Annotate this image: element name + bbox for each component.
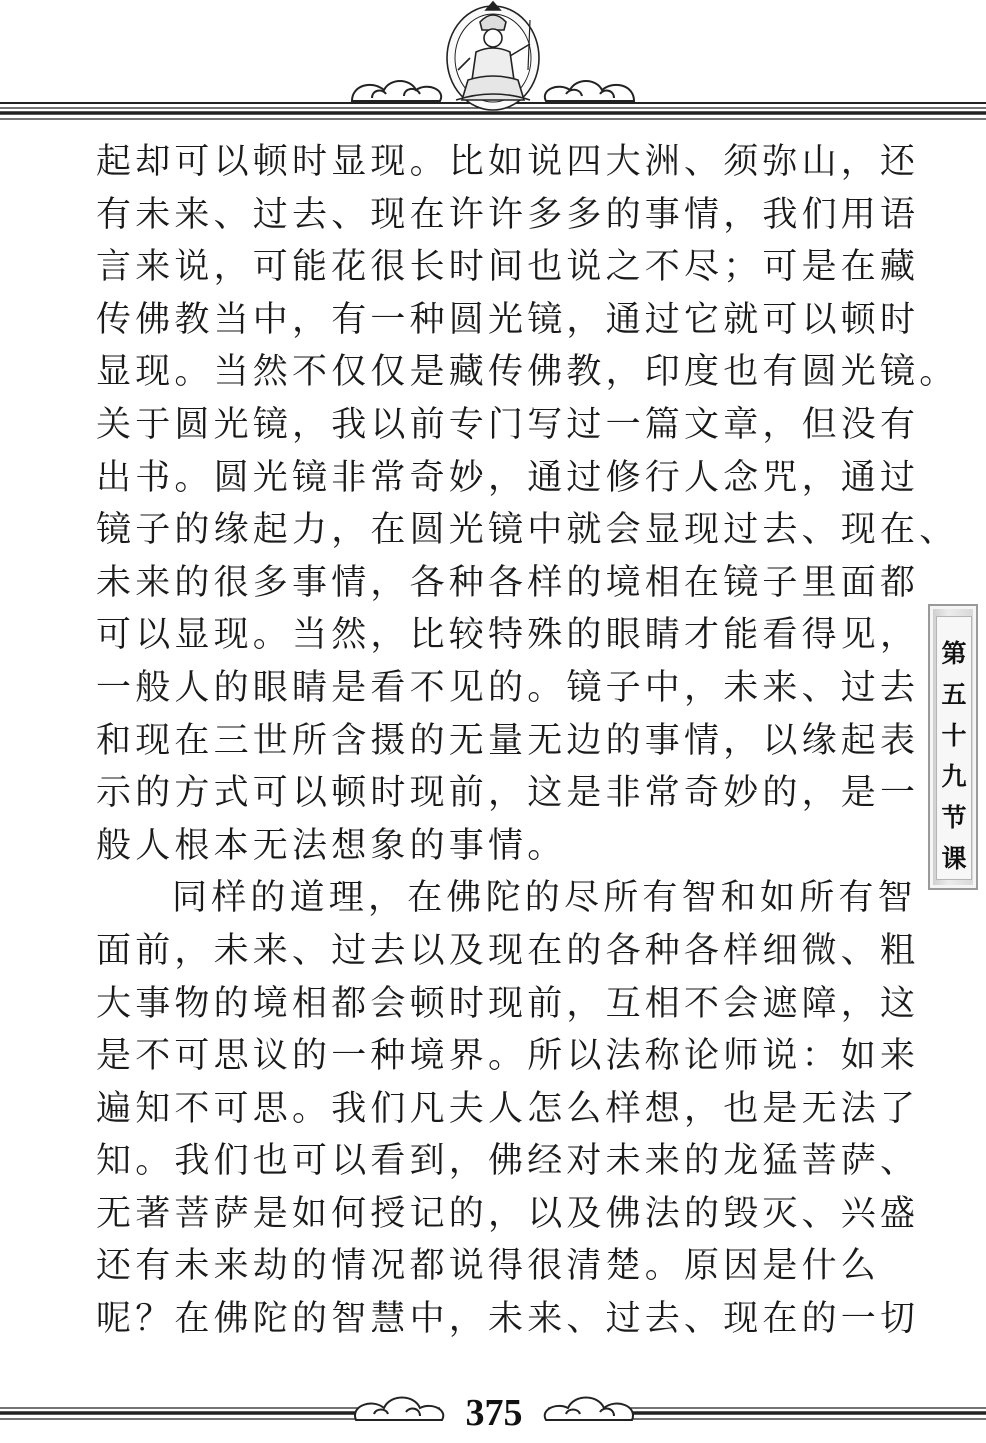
text-line: 显现。当然不仅仅是藏传佛教，印度也有圆光镜。 xyxy=(96,352,959,393)
chapter-side-tab xyxy=(928,604,978,890)
page-header-ornament xyxy=(0,0,986,125)
right-cloud-scroll-icon xyxy=(545,81,634,101)
text-line: 还有未来劫的情况都说得很清楚。原因是什么 xyxy=(96,1246,881,1287)
page-number: 375 xyxy=(465,1392,523,1434)
text-line: 般人根本无法想象的事情。 xyxy=(96,825,567,866)
text-line: 和现在三世所含摄的无量无边的事情，以缘起表 xyxy=(96,720,920,761)
text-line: 示的方式可以顿时现前，这是非常奇妙的，是一 xyxy=(96,773,920,814)
chapter-label: 第五十九节课 xyxy=(941,639,967,873)
text-line: 知。我们也可以看到，佛经对未来的龙猛菩萨、 xyxy=(96,1141,920,1182)
text-line: 言来说，可能花很长时间也说之不尽；可是在藏 xyxy=(96,247,920,288)
text-line: 大事物的境相都会顿时现前，互相不会遮障，这 xyxy=(96,983,920,1024)
text-line: 遍知不可思。我们凡夫人怎么样想，也是无法了 xyxy=(96,1088,920,1129)
text-line: 呢？在佛陀的智慧中，未来、过去、现在的一切 xyxy=(96,1299,920,1340)
text-line: 一般人的眼睛是看不见的。镜子中，未来、过去 xyxy=(96,667,920,708)
text-line: 未来的很多事情，各种各样的境相在镜子里面都 xyxy=(96,562,920,603)
chapter-side-tab-panel xyxy=(936,616,972,880)
text-line: 关于圆光镜，我以前专门写过一篇文章，但没有 xyxy=(96,404,920,445)
text-line: 是不可思议的一种境界。所以法称论师说：如来 xyxy=(96,1036,920,1077)
text-line: 镜子的缘起力，在圆光镜中就会显现过去、现在、 xyxy=(96,510,959,551)
footer-left-cloud-icon xyxy=(355,1398,443,1421)
text-line: 出书。圆光镜非常奇妙，通过修行人念咒，通过 xyxy=(96,457,920,498)
text-line: 起却可以顿时显现。比如说四大洲、须弥山，还 xyxy=(96,142,920,182)
footer-right-cloud-icon xyxy=(545,1398,633,1421)
text-line: 传佛教当中，有一种圆光镜，通过它就可以顿时 xyxy=(96,299,920,340)
paragraph-start-line: 同样的道理，在佛陀的尽所有智和如所有智 xyxy=(172,878,917,919)
text-line: 有未来、过去、现在许许多多的事情，我们用语 xyxy=(96,194,920,235)
left-cloud-scroll-icon xyxy=(352,81,441,101)
text-line: 无著菩萨是如何授记的，以及佛法的毁灭、兴盛 xyxy=(96,1193,920,1234)
text-line: 面前，未来、过去以及现在的各种各样细微、粗 xyxy=(96,930,920,971)
padmasambhava-figure-icon xyxy=(447,2,539,110)
text-line: 可以显现。当然，比较特殊的眼睛才能看得见， xyxy=(96,615,920,656)
